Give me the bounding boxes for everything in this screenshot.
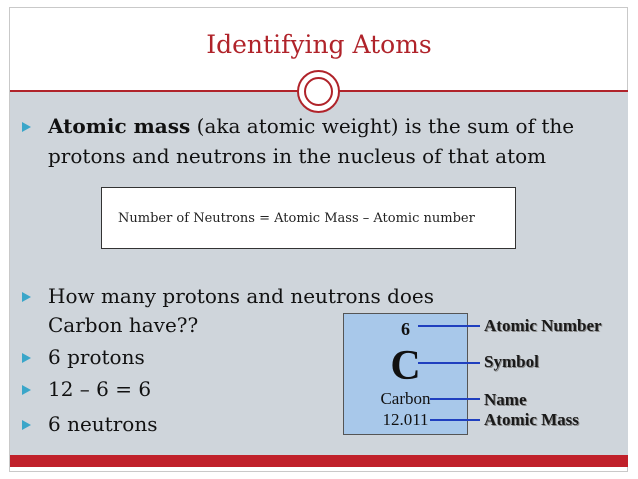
- bullet-text-rest: (aka atomic weight) is the sum of the: [190, 114, 575, 138]
- bottom-accent-bar: [10, 455, 628, 467]
- slide-title: Identifying Atoms: [206, 30, 432, 59]
- bullet-text: How many protons and neutrons does: [48, 284, 435, 308]
- element-atomic-number: 6: [401, 319, 410, 339]
- element-atomic-mass: 12.011: [382, 410, 429, 429]
- label-atomic-number: Atomic Number: [484, 316, 602, 335]
- bullet-text: protons and neutrons in the nucleus of that atom: [48, 144, 547, 168]
- element-symbol: C: [390, 343, 421, 389]
- element-name: Carbon: [380, 389, 431, 408]
- label-symbol: Symbol: [484, 352, 539, 371]
- label-name: Name: [484, 390, 527, 409]
- bullet-bold-term: Atomic mass: [48, 114, 191, 138]
- bullet-text: 6 neutrons: [48, 412, 158, 436]
- formula-text: Number of Neutrons = Atomic Mass – Atomic number: [118, 210, 475, 226]
- label-atomic-mass: Atomic Mass: [484, 410, 579, 429]
- bullet-text: Carbon have??: [48, 313, 199, 337]
- bullet-text: 12 – 6 = 6: [48, 377, 152, 401]
- bullet-text: 6 protons: [48, 345, 145, 369]
